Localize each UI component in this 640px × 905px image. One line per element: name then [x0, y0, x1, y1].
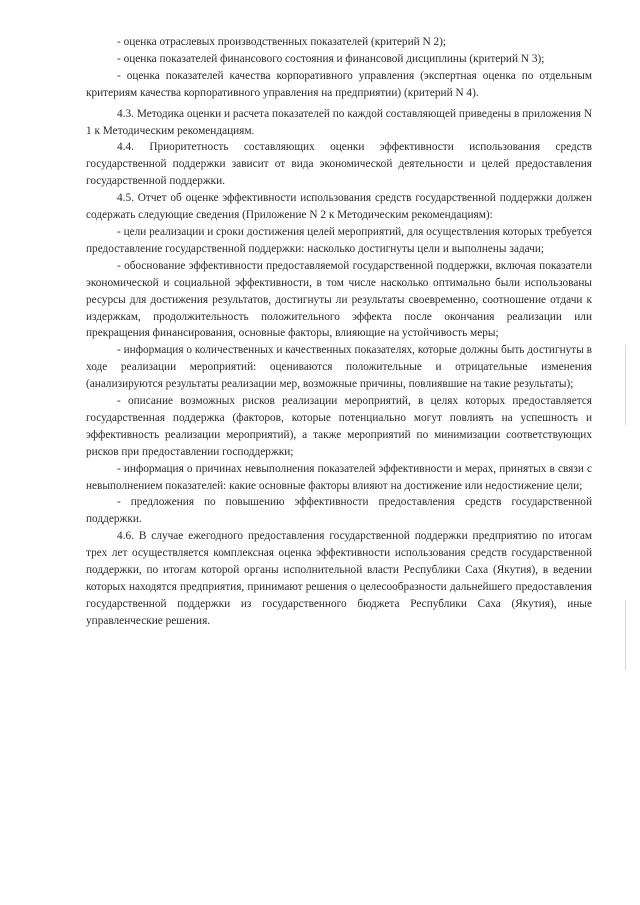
list-item-criterion-2: - оценка отраслевых производственных показателей (критерий N 2);: [117, 36, 447, 48]
margin-scan-mark: [625, 600, 626, 670]
list-item-efficiency-justification: - обоснование эффективности предоставляемой государственной поддержки, включая показатели экономической и социальной эффективности, в том числе насколько оптимально были использованы ресурсы для достижения результатов, достигнуты ли результаты своевременно, соотношение отдачи к издержкам, продолжительность положительного эффекта после окончания реализации или прекращения финансирования, основные факторы, влияющие на устойчивость меры;: [86, 259, 592, 340]
paragraph-4-3: 4.3. Методика оценки и расчета показателей по каждой составляющей приведены в приложения N 1 к Методическим рекомендациям.: [86, 107, 592, 137]
margin-scan-mark: [625, 345, 626, 425]
list-item-failure-reasons: - информация о причинах невыполнения показателей эффективности и мерах, принятых в связи с невыполнением показателей: какие основные факторы влияют на достижение или недостижение цели;: [86, 462, 592, 492]
paragraph-4-6: 4.6. В случае ежегодного предоставления государственной поддержки предприятию по итогам трех лет осуществляется комплексная оценка эффективности использования средств государственной поддержки, по итогам которой органы исполнительной власти Республики Саха (Якутия), в ведении которых находятся предприятия, принимают решения о целесообразности дальнейшего предоставления государственной поддержки из государственного бюджета Республики Саха (Якутия), иные управленческие решения.: [86, 530, 592, 627]
paragraph-4-5: 4.5. Отчет об оценке эффективности использования средств государственной поддержки должен содержать следующие сведения (Приложение N 2 к Методическим рекомендациям):: [86, 192, 592, 222]
list-item-criterion-4: - оценка показателей качества корпоративного управления (экспертная оценка по отдельным критериям качества корпоративного управления на предприятии) (критерий N 4).: [86, 69, 592, 99]
document-page: [86, 34, 592, 630]
list-item-criterion-3: - оценка показателей финансового состояния и финансовой дисциплины (критерий N 3);: [117, 52, 545, 65]
list-item-proposals: - предложения по повышению эффективности предоставления средств государственной поддержки.: [86, 496, 592, 526]
list-item-goals: - цели реализации и сроки достижения целей мероприятий, для осуществления которых требуется предоставление государственной поддержки: насколько достигнуты цели и выполнены задачи;: [86, 225, 592, 255]
paragraph-4-4: 4.4. Приоритетность составляющих оценки эффективности использования средств государственной поддержки зависит от вида экономической деятельности и целей предоставления государственной поддержки.: [86, 141, 592, 188]
list-item-indicators-info: - информация о количественных и качественных показателях, которые должны быть достигнуты в ходе реализации мероприятий: оцениваются положительные и отрицательные изменения (анализируются результаты реализации мер, возможные причины, повлиявшие на такие результаты);: [86, 344, 592, 391]
list-item-risks: - описание возможных рисков реализации мероприятий, в целях которых предоставляется государственная поддержка (факторов, которые потенциально могут повлиять на успешность и эффективность реализации мероприятий), а также мероприятий по минимизации соответствующих рисков при предоставлении господдержки;: [86, 395, 592, 458]
